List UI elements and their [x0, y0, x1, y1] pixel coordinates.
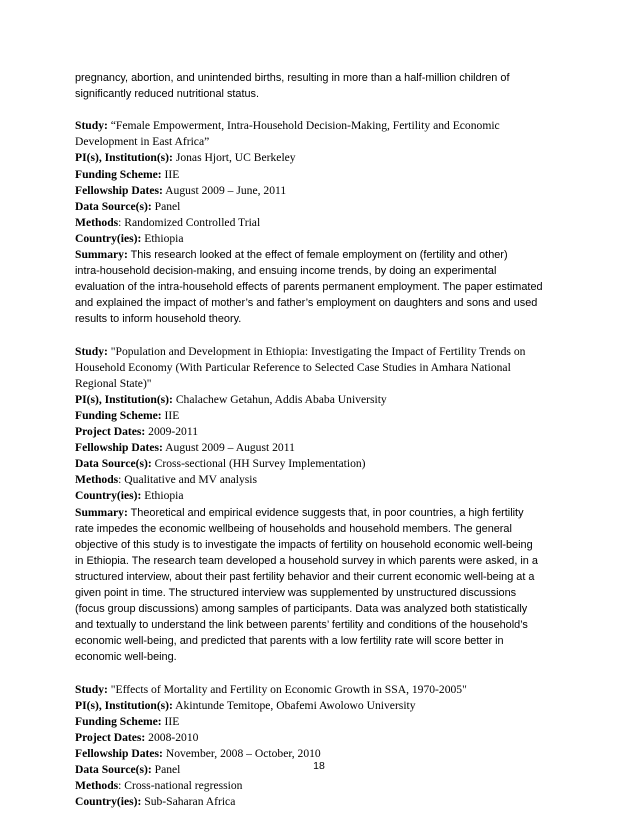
study-title-line: Development in East Africa”: [75, 135, 210, 149]
field-label: Fellowship Dates:: [75, 183, 163, 197]
summary-line: economic well-being.: [75, 651, 177, 664]
field-label: Data Source(s):: [75, 457, 152, 471]
project-dates-field: [75, 730, 570, 746]
data-source-field: [75, 456, 570, 472]
pi-field: [75, 150, 570, 166]
field-label: PI(s), Institution(s):: [75, 392, 173, 406]
field-value: : Qualitative and MV analysis: [118, 473, 258, 487]
field-label: Funding Scheme:: [75, 714, 162, 728]
paragraph-gap: [75, 665, 570, 681]
field-label: PI(s), Institution(s):: [75, 698, 173, 712]
funding-field: [75, 167, 570, 183]
summary-line: intra-household decision-making, and ensuing income trends, by doing an experimental: [75, 265, 497, 278]
field-value: 2008-2010: [145, 730, 199, 744]
field-value: Jonas Hjort, UC Berkeley: [172, 151, 296, 165]
field-label: Country(ies):: [75, 489, 142, 503]
summary-line: and explained the impact of mother’s and father’s employment on daughters and sons and used: [75, 297, 538, 310]
study-entry-2: [75, 344, 570, 666]
methods-field: [75, 778, 570, 794]
fellowship-dates-field: [75, 440, 570, 456]
field-value: Sub-Saharan Africa: [141, 795, 236, 809]
field-label: Methods: [75, 215, 119, 229]
summary-line: [75, 247, 570, 263]
study-entry-1: [75, 118, 570, 327]
country-field: [75, 231, 570, 247]
field-value: Ethiopia: [141, 489, 184, 503]
pi-field: [75, 698, 570, 714]
paragraph-gap: [75, 328, 570, 344]
field-value: 2009-2011: [145, 425, 198, 439]
field-value: IIE: [161, 167, 180, 181]
study-title-line: Regional State)": [75, 376, 152, 390]
methods-field: [75, 215, 570, 231]
field-label: Project Dates:: [75, 730, 146, 744]
fellowship-dates-field: [75, 183, 570, 199]
field-value: August 2009 – June, 2011: [162, 183, 287, 197]
study-title-line: [75, 682, 570, 698]
field-value: Panel: [151, 763, 181, 777]
field-label: Fellowship Dates:: [75, 746, 163, 760]
summary-line: economic well-being, and predicted that parents with a low fertility rate will score better in: [75, 635, 504, 648]
field-label: Data Source(s):: [75, 199, 152, 213]
summary-line: results to inform household theory.: [75, 313, 242, 326]
field-value: IIE: [161, 714, 180, 728]
field-label: Country(ies):: [75, 795, 142, 809]
summary-line: evaluation of the intra-household effects of parents permanent employment. The paper estimated: [75, 281, 543, 294]
methods-field: [75, 472, 570, 488]
country-field: [75, 794, 570, 810]
field-label: Funding Scheme:: [75, 167, 162, 181]
intro-paragraph: [75, 70, 570, 102]
study-title: "Population and Development in Ethiopia: Investigating the Impact of Fertility Trends on: [107, 344, 526, 358]
field-label: Country(ies):: [75, 231, 142, 245]
paragraph-gap: [75, 102, 570, 118]
field-value: : Cross-national regression: [118, 779, 243, 793]
field-value: August 2009 – August 2011: [162, 441, 295, 455]
summary-line: in Ethiopia. The research team developed a household survey in which parents were asked, in a: [75, 554, 538, 567]
field-value: Akintunde Temitope, Obafemi Awolowo University: [172, 698, 416, 712]
study-title-line: [75, 344, 570, 360]
field-value: November, 2008 – October, 2010: [162, 746, 321, 760]
field-label: Funding Scheme:: [75, 408, 162, 422]
study-entry-3: [75, 682, 570, 811]
field-label: Project Dates:: [75, 425, 146, 439]
field-value: Ethiopia: [141, 231, 184, 245]
project-dates-field: [75, 424, 570, 440]
summary-label: Summary:: [75, 505, 128, 519]
study-title: “Female Empowerment, Intra-Household Decision-Making, Fertility and Economic: [107, 119, 500, 133]
page-number: 18: [313, 760, 325, 772]
summary-line: given point in time. The structured interview was supplemented by unstructured discussions: [75, 587, 517, 599]
field-value: Panel: [151, 199, 181, 213]
field-value: IIE: [161, 408, 180, 422]
funding-field: [75, 714, 570, 730]
field-value: : Randomized Controlled Trial: [118, 215, 261, 229]
study-label: Study:: [75, 119, 108, 133]
summary-line: (focus group discussions) among samples of participants. Data was analyzed both statistically: [75, 603, 528, 616]
intro-line: pregnancy, abortion, and unintended births, resulting in more than a half-million children of: [75, 72, 510, 84]
summary-text: This research looked at the effect of female employment on (fertility and other): [127, 249, 508, 262]
study-title-line: [75, 118, 570, 134]
country-field: [75, 488, 570, 504]
summary-line: rate impedes the economic wellbeing of households and household members. The general: [75, 522, 512, 535]
document-page: [75, 70, 570, 810]
field-value: Chalachew Getahun, Addis Ababa University: [172, 392, 387, 406]
field-value: Cross-sectional (HH Survey Implementation): [151, 457, 366, 471]
study-label: Study:: [75, 682, 108, 696]
study-title: "Effects of Mortality and Fertility on Economic Growth in SSA, 1970-2005": [107, 682, 467, 696]
data-source-field: [75, 199, 570, 215]
summary-line: and textually to understand the link between parents’ fertility and conditions of the household’s: [75, 619, 528, 632]
field-label: Data Source(s):: [75, 763, 152, 777]
summary-line: structured interview, about their past fertility behavior and their current economic well-being at a: [75, 570, 535, 583]
pi-field: [75, 392, 570, 408]
summary-line: [75, 505, 570, 521]
intro-line: significantly reduced nutritional status.: [75, 88, 260, 101]
field-label: Fellowship Dates:: [75, 441, 163, 455]
field-label: Methods: [75, 473, 119, 487]
summary-text: Theoretical and empirical evidence suggests that, in poor countries, a high fertility: [127, 506, 524, 519]
summary-line: objective of this study is to investigate the impacts of fertility on household economic well-being: [75, 538, 533, 551]
study-label: Study:: [75, 344, 108, 358]
field-label: PI(s), Institution(s):: [75, 151, 173, 165]
funding-field: [75, 408, 570, 424]
study-title-line: Household Economy (With Particular Reference to Selected Case Studies in Amhara National: [75, 360, 511, 374]
field-label: Methods: [75, 779, 119, 793]
summary-label: Summary:: [75, 248, 128, 262]
